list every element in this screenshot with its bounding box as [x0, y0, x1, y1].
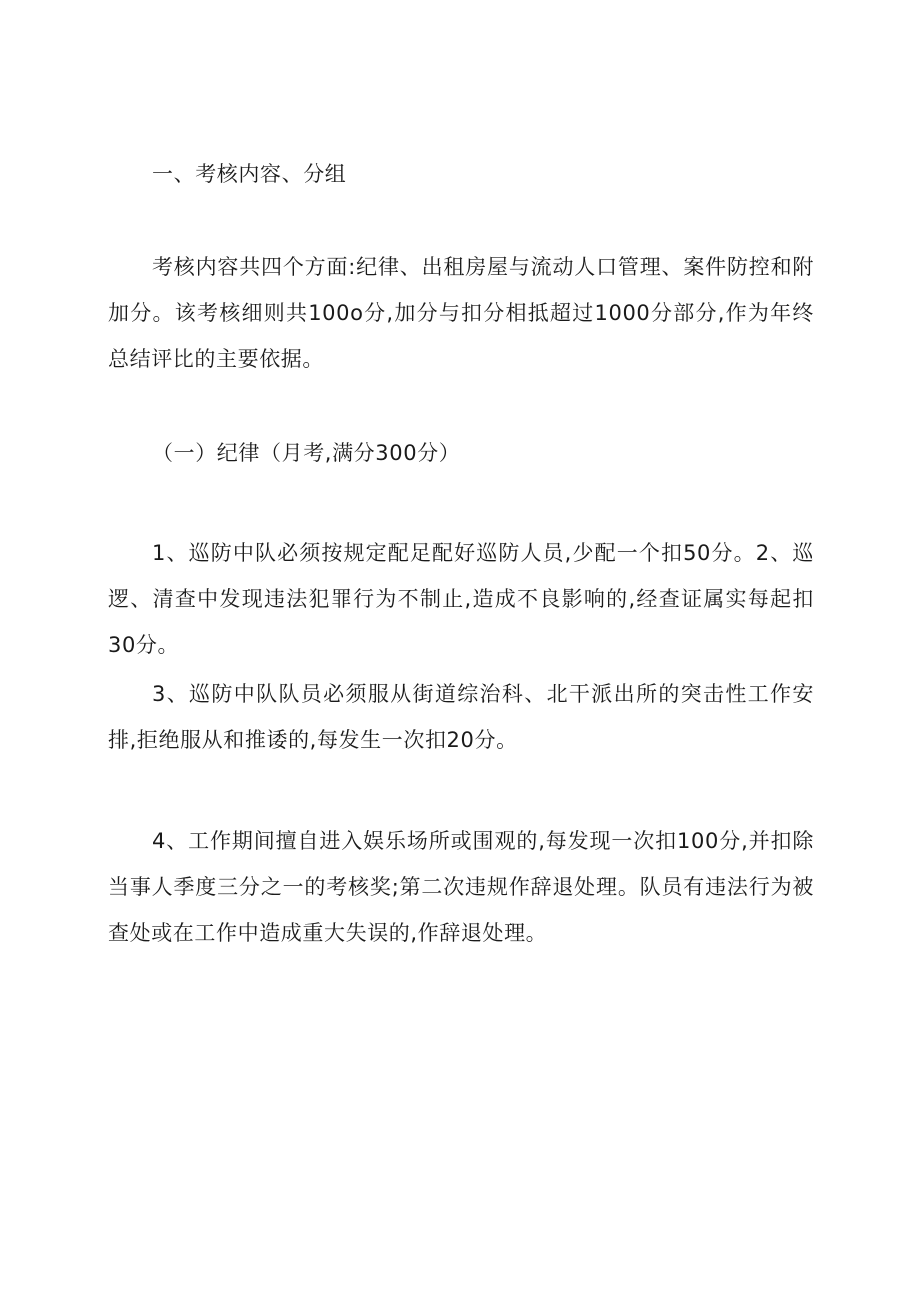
subsection-heading: （一）纪律（月考,满分300分）: [152, 441, 461, 465]
rule-item-3: 3、巡防中队队员必须服从街道综治科、北干派出所的突击性工作安排,拒绝服从和推诿的,每发生一次扣20分。: [108, 682, 814, 752]
section-heading: 一、考核内容、分组: [152, 162, 347, 186]
intro-paragraph: 考核内容共四个方面:纪律、出租房屋与流动人口管理、案件防控和附加分。该考核细则共100o分,加分与扣分相抵超过1000分部分,作为年终总结评比的主要依据。: [108, 255, 814, 371]
rule-item-1-2: 1、巡防中队必须按规定配足配好巡防人员,少配一个扣50分。2、巡逻、清查中发现违法犯罪行为不制止,造成不良影响的,经查证属实每起扣30分。: [108, 541, 814, 657]
rule-item-4: 4、工作期间擅自进入娱乐场所或围观的,每发现一次扣100分,并扣除当事人季度三分之一的考核奖;第二次违规作辞退处理。队员有违法行为被查处或在工作中造成重大失误的,作辞退处理。: [108, 829, 814, 945]
